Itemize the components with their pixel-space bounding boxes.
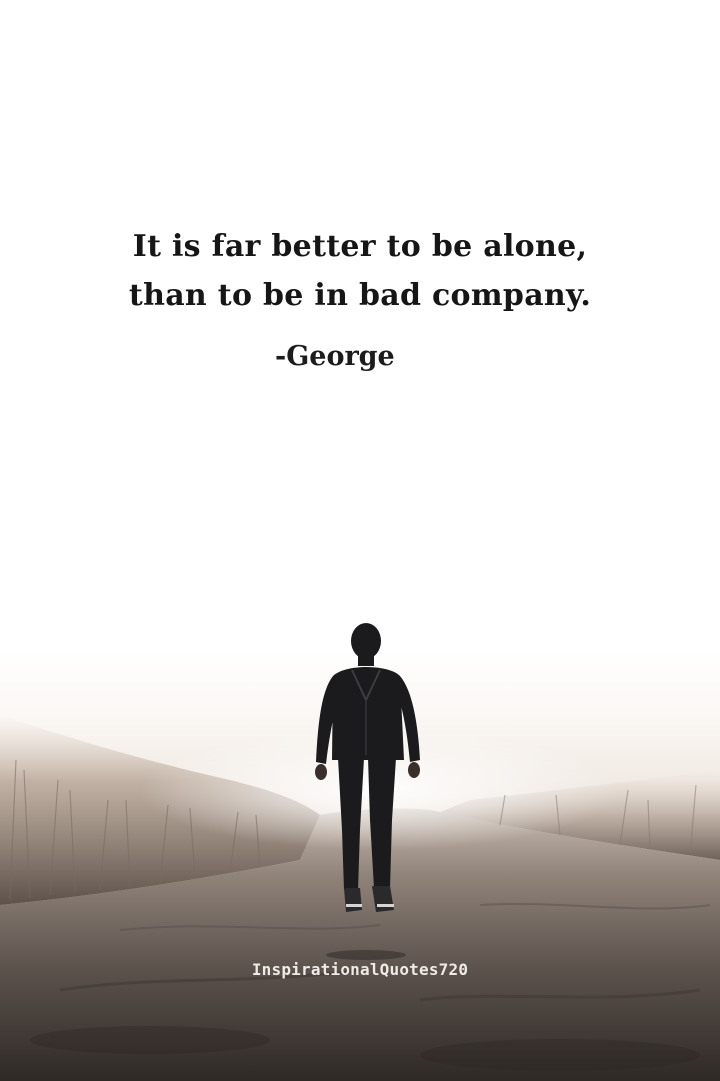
quote-text: [0, 222, 720, 320]
watermark-credit: InspirationalQuotes720: [251, 960, 469, 979]
quote-line-2: than to be in bad company.: [128, 278, 592, 313]
quote-author: -George: [275, 341, 395, 372]
quote-line-1: It is far better to be alone,: [132, 229, 588, 264]
